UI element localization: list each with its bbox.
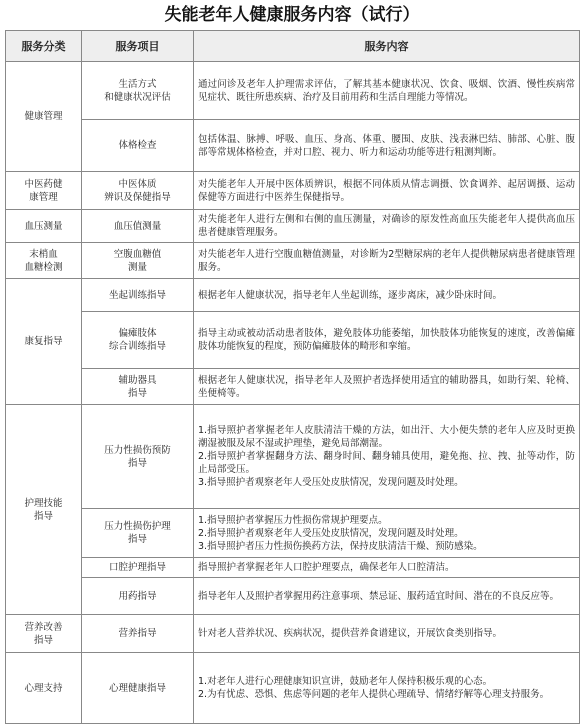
table-row bbox=[6, 653, 580, 724]
table-row bbox=[6, 312, 580, 369]
item-cell: 生活方式 和健康状况评估 bbox=[82, 62, 194, 120]
table-row bbox=[6, 120, 580, 172]
header-category: 服务分类 bbox=[6, 31, 82, 62]
table-row bbox=[6, 210, 580, 243]
category-cell: 中医药健 康管理 bbox=[6, 172, 82, 210]
category-cell: 护理技能 指导 bbox=[6, 405, 82, 615]
item-cell: 体格检查 bbox=[82, 120, 194, 172]
service-table bbox=[5, 30, 580, 724]
category-cell: 康复指导 bbox=[6, 279, 82, 405]
content-cell bbox=[194, 509, 580, 558]
header-item: 服务项目 bbox=[82, 31, 194, 62]
content-list-item: 2.指导照护者观察老年人受压处皮肤情况，发现问题及时处理。 bbox=[198, 527, 464, 539]
category-cell: 末梢血 血糖检测 bbox=[6, 243, 82, 279]
item-cell: 压力性损伤预防 指导 bbox=[82, 405, 194, 509]
item-cell: 坐起训练指导 bbox=[82, 279, 194, 312]
table-row bbox=[6, 558, 580, 578]
content-list-item: 2.指导照护者掌握翻身方法、翻身时间、翻身辅具使用，避免拖、拉、拽、扯等动作，防止局部受压。 bbox=[198, 451, 575, 475]
item-cell: 营养指导 bbox=[82, 615, 194, 653]
item-cell: 心理健康指导 bbox=[82, 653, 194, 724]
item-cell: 口腔护理指导 bbox=[82, 558, 194, 578]
table-row bbox=[6, 509, 580, 558]
item-cell: 压力性损伤护理 指导 bbox=[82, 509, 194, 558]
content-cell: 对失能老年人进行空腹血糖值测量，对诊断为2型糖尿病的老年人提供糖尿病患者健康管理服务。 bbox=[194, 243, 580, 279]
content-cell: 根据老年人健康状况，指导老年人及照护者选择使用适宜的辅助器具，如助行架、轮椅、坐便椅等。 bbox=[194, 369, 580, 405]
content-cell: 针对老人营养状况、疾病状况，提供营养食谱建议，开展饮食类别指导。 bbox=[194, 615, 580, 653]
content-list-item: 1.指导照护者掌握压力性损伤常规护理要点。 bbox=[198, 514, 388, 526]
content-cell: 对失能老年人开展中医体质辨识，根据不同体质从情志调摄、饮食调养、起居调摄、运动保健等方面进行中医养生保健指导。 bbox=[194, 172, 580, 210]
category-cell: 血压测量 bbox=[6, 210, 82, 243]
table-header-row bbox=[6, 31, 580, 62]
table-row bbox=[6, 243, 580, 279]
content-list-item: 2.为有忧虑、恐惧、焦虑等问题的老年人提供心理疏导、情绪纾解等心理支持服务。 bbox=[198, 689, 550, 700]
item-cell: 中医体质 辨识及保健指导 bbox=[82, 172, 194, 210]
content-cell: 通过问诊及老年人护理需求评估，了解其基本健康状况、饮食、吸烟、饮酒、慢性疾病常见症状、既往所患疾病、治疗及目前用药和生活自理能力等情况。 bbox=[194, 62, 580, 120]
content-list-item: 3.指导照护者压力性损伤换药方法，保持皮肤清洁干燥、预防感染。 bbox=[198, 540, 483, 552]
content-cell: 对失能老年人进行左侧和右侧的血压测量，对确诊的原发性高血压失能老年人提供高血压患者健康管理服务。 bbox=[194, 210, 580, 243]
content-cell: 指导老年人及照护者掌握用药注意事项、禁忌证、服药适宜时间、潜在的不良反应等。 bbox=[194, 578, 580, 615]
content-cell: 包括体温、脉搏、呼吸、血压、身高、体重、腰围、皮肤、浅表淋巴结、肺部、心脏、腹部等常规体格检查，并对口腔、视力、听力和运动功能等进行粗测判断。 bbox=[194, 120, 580, 172]
page-title: 失能老年人健康服务内容（试行） bbox=[164, 5, 420, 25]
category-cell: 健康管理 bbox=[6, 62, 82, 172]
content-cell bbox=[194, 653, 580, 724]
table-row bbox=[6, 369, 580, 405]
table-row bbox=[6, 578, 580, 615]
item-cell: 空腹血糖值 测量 bbox=[82, 243, 194, 279]
header-content: 服务内容 bbox=[194, 31, 580, 62]
category-cell: 营养改善 指导 bbox=[6, 615, 82, 653]
table-row bbox=[6, 172, 580, 210]
content-cell bbox=[194, 405, 580, 509]
item-cell: 辅助器具 指导 bbox=[82, 369, 194, 405]
content-list-item: 3.指导照护者观察老年人受压处皮肤情况，发现问题及时处理。 bbox=[198, 477, 464, 488]
item-cell: 血压值测量 bbox=[82, 210, 194, 243]
content-list-item: 1.对老年人进行心理健康知识宣讲，鼓励老年人保持积极乐观的心态。 bbox=[198, 676, 493, 687]
item-cell: 用药指导 bbox=[82, 578, 194, 615]
content-cell: 指导主动或被动活动患者肢体，避免肢体功能萎缩，加快肢体功能恢复的速度，改善偏瘫肢体功能恢复的程度，预防偏瘫肢体的畸形和挛缩。 bbox=[194, 312, 580, 369]
table-row bbox=[6, 279, 580, 312]
item-cell: 偏瘫肢体 综合训练指导 bbox=[82, 312, 194, 369]
table-row bbox=[6, 405, 580, 509]
content-list-item: 1.指导照护者掌握老年人皮肤清洁干燥的方法，如出汗、大小便失禁的老年人应及时更换潮湿被服及尿不湿或护理垫，避免局部潮湿。 bbox=[198, 425, 575, 449]
content-cell: 指导照护者掌握老年人口腔护理要点，确保老年人口腔清洁。 bbox=[194, 558, 580, 578]
table-row bbox=[6, 615, 580, 653]
category-cell: 心理支持 bbox=[6, 653, 82, 724]
content-cell: 根据老年人健康状况，指导老年人坐起训练，逐步离床，减少卧床时间。 bbox=[194, 279, 580, 312]
table-row bbox=[6, 62, 580, 120]
